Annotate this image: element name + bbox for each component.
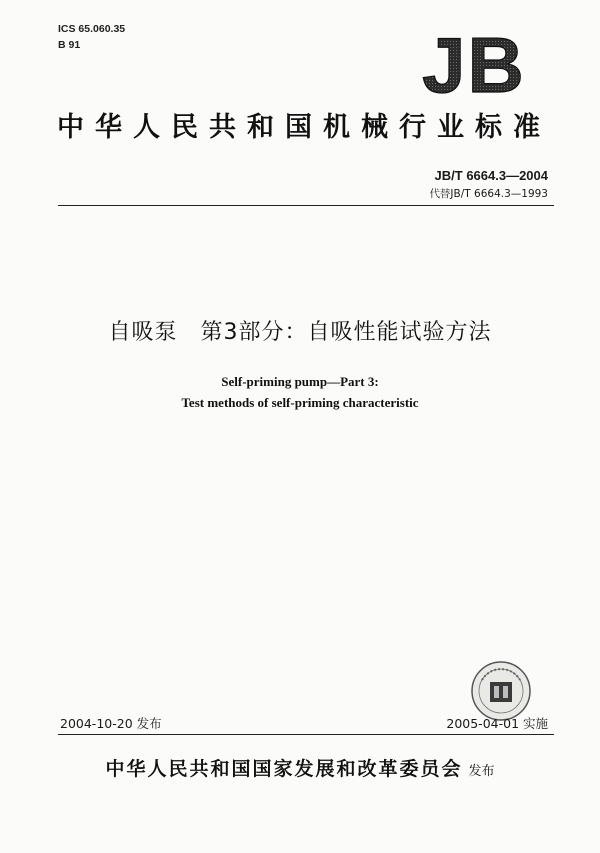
header-divider bbox=[58, 205, 554, 206]
ccs-code: B 91 bbox=[58, 39, 81, 52]
logo-text: JB bbox=[422, 28, 526, 100]
jb-logo bbox=[404, 28, 544, 100]
replaces-standard: 代替JB/T 6664.3—1993 bbox=[429, 188, 548, 200]
english-title-line-2: Test methods of self-priming characteristic bbox=[181, 394, 419, 410]
standard-number: JB/T 6664.3—2004 bbox=[434, 168, 548, 183]
official-seal-icon bbox=[470, 660, 532, 722]
issuer-name: 中华人民共和国国家发展和改革委员会 bbox=[105, 758, 463, 780]
document-title-chinese: 自吸泵 第3部分：自吸性能试验方法 bbox=[108, 320, 492, 345]
document-title-english bbox=[0, 372, 600, 414]
industry-standard-title: 中华人民共和国机械行业标准 bbox=[57, 112, 551, 143]
classification-codes bbox=[58, 21, 125, 54]
ics-code: ICS 65.060.35 bbox=[58, 23, 126, 35]
issue-date: 2004-10-20 发布 bbox=[60, 716, 162, 731]
issuer-suffix: 发布 bbox=[468, 764, 495, 779]
effective-date: 2005-04-01 实施 bbox=[446, 716, 548, 731]
issuing-authority bbox=[0, 754, 600, 781]
footer-divider bbox=[58, 734, 554, 735]
standard-number-block bbox=[429, 168, 548, 201]
english-title-line-1: Self-priming pump—Part 3: bbox=[221, 374, 379, 389]
